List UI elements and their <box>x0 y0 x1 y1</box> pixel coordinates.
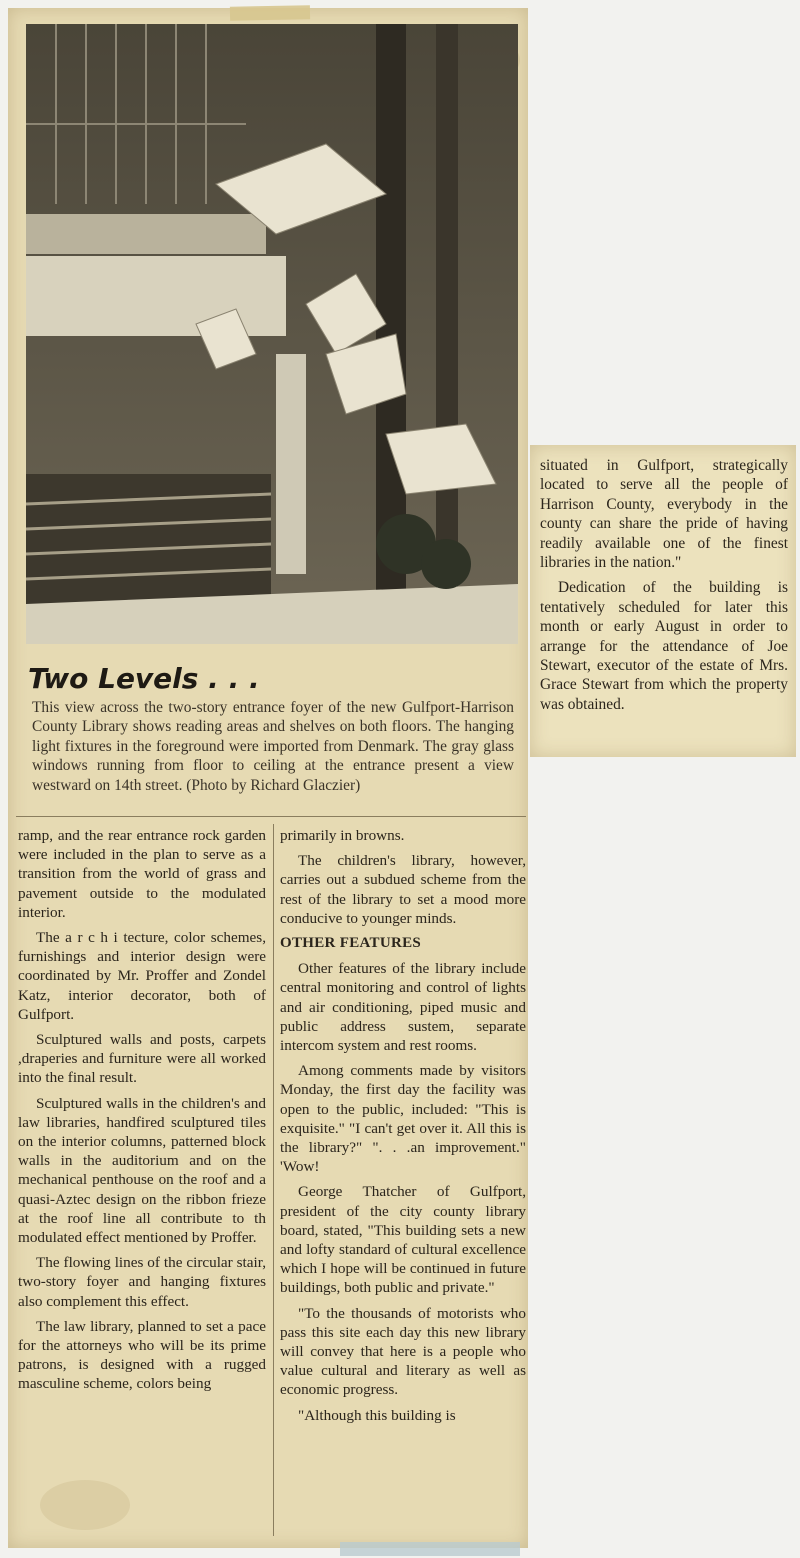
paragraph: ramp, and the rear entrance rock garden were included in the plan to serve as a transition from the world of grass and pavement outside to the modulated interior. <box>18 827 266 921</box>
caption-divider <box>16 816 526 817</box>
tape-strip <box>230 5 310 20</box>
paragraph: Sculptured walls in the children's and law libraries, handfired sculptured tiles on the interior columns, patterned block walls in the auditorium and on the mechanical penthouse on the roof and a quasi-Aztec design on the ribbon frieze at the roof line all contribute to th modulated effect mentioned by Proffer. <box>18 1094 266 1247</box>
paragraph: The law library, planned to set a pace for the attorneys who will be its prime patrons, is designed with a rugged masculine scheme, colors being <box>18 1317 266 1393</box>
paragraph: The children's library, however, carries out a subdued scheme from the rest of the library to set a mood more conducive to younger minds. <box>280 852 526 927</box>
paragraph: primarily in browns. <box>280 827 405 844</box>
paper-stain <box>40 1480 130 1530</box>
article-column-left <box>18 826 266 1400</box>
paragraph: The a r c h i tecture, color schemes, furnishings and interior design were coordinated by Mr. Proffer and Zondel Katz, interior decorator, both of Gulfport. <box>18 929 266 1023</box>
paragraph: "To the thousands of motorists who pass this site each day this new library will convey that here is a people who value cultural and literary as well as economic progress. <box>280 1304 526 1399</box>
paragraph: situated in Gulfport, strategically located to serve all the people of Harrison County, everybody in the county can share the pride of having readily available one of the finest libraries in the nation." <box>540 457 788 572</box>
paragraph: George Thatcher of Gulfport, president of the city county library board, stated, "This building sets a new and lofty standard of cultural excellence which I hope will be continued in future buildings, both public and private." <box>280 1183 526 1297</box>
paragraph: Among comments made by visitors Monday, the first day the facility was open to the public, included: "This is exquisite." "I can't get over it. All this is the library?" ". . .an improvement." 'Wow! <box>280 1062 526 1176</box>
column-divider <box>273 824 274 1536</box>
section-subhead: OTHER FEATURES <box>280 935 422 952</box>
photo-caption: This view across the two-story entrance foyer of the new Gulfport-Harrison County Library shows reading areas and shelves on both floors. The hanging light fixtures in the foreground were imported from Denmark. The gray glass windows running from floor to ceiling at the entrance present a view westward on 14th street. (Photo by Richard Glaczier) <box>32 699 514 794</box>
caption-headline: Two Levels . . . <box>28 662 260 695</box>
paragraph: Sculptured walls and posts, carpets ,draperies and furniture were all worked into the final result. <box>18 1031 266 1087</box>
paragraph: "Although this building is <box>298 1406 456 1424</box>
photo-illustration <box>26 24 518 644</box>
library-foyer-photo-icon <box>26 24 518 644</box>
paragraph: Other features of the library include central monitoring and control of lights and air conditioning, piped music and public address sustem, separate intercom system and rest rooms. <box>280 960 526 1055</box>
paragraph: The flowing lines of the circular stair, two-story foyer and hanging fixtures also complement this effect. <box>18 1254 266 1310</box>
article-column-right <box>280 826 526 1431</box>
tape-strip-bottom <box>340 1542 520 1556</box>
article-column-continuation <box>540 456 788 720</box>
paragraph: Dedication of the building is tentatively scheduled for later this month or early August in order to arrange for the attendance of Joe Stewart, executor of the estate of Mrs. Grace Stewart from which the property was obtained. <box>540 579 788 713</box>
